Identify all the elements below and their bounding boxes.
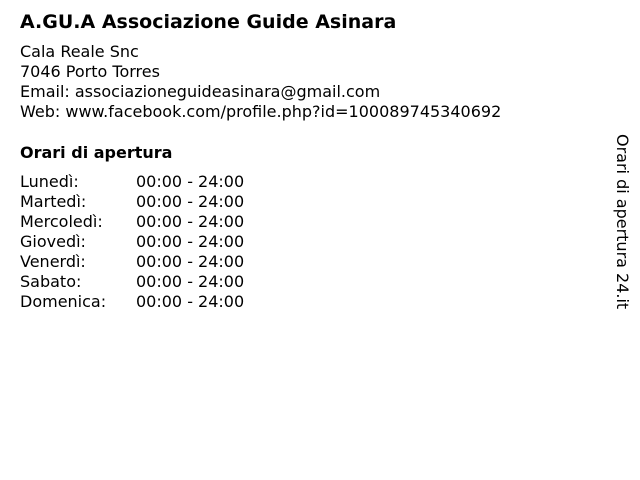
business-card: [20, 10, 600, 312]
hours-title: Orari di apertura: [20, 143, 173, 162]
hours-time: 00:00 - 24:00: [136, 272, 245, 291]
hours-time: 00:00 - 24:00: [136, 292, 245, 311]
hours-row: [20, 172, 600, 192]
hours-row: [20, 212, 600, 232]
email-line: [20, 82, 600, 102]
hours-day: Venerdì:: [20, 252, 86, 271]
hours-time: 00:00 - 24:00: [136, 232, 245, 251]
hours-day: Domenica:: [20, 292, 107, 311]
hours-day: Lunedì:: [20, 172, 79, 191]
hours-day: Giovedì:: [20, 232, 86, 251]
hours-row: [20, 252, 600, 272]
hours-row: [20, 232, 600, 252]
hours-day: Sabato:: [20, 272, 82, 291]
hours-table: [20, 172, 600, 312]
hours-time: 00:00 - 24:00: [136, 192, 245, 211]
email-link[interactable]: associazioneguideasinara@gmail.com: [74, 82, 381, 101]
hours-time: 00:00 - 24:00: [136, 252, 245, 271]
business-name: A.GU.A Associazione Guide Asinara: [20, 11, 397, 33]
email-label: Email:: [20, 82, 70, 101]
web-line: [20, 102, 600, 122]
hours-row: [20, 192, 600, 212]
web-label: Web:: [20, 102, 61, 121]
hours-time: 00:00 - 24:00: [136, 172, 245, 191]
web-link[interactable]: www.facebook.com/profile.php?id=100089745340692: [65, 102, 502, 121]
hours-row: [20, 292, 600, 312]
hours-time: 00:00 - 24:00: [136, 212, 245, 231]
street-address: Cala Reale Snc: [20, 42, 139, 61]
hours-row: [20, 272, 600, 292]
hours-day: Mercoledì:: [20, 212, 103, 231]
hours-day: Martedì:: [20, 192, 87, 211]
site-brand-vertical[interactable]: Orari di apertura 24.it: [613, 134, 632, 310]
city-line: 7046 Porto Torres: [20, 62, 160, 81]
